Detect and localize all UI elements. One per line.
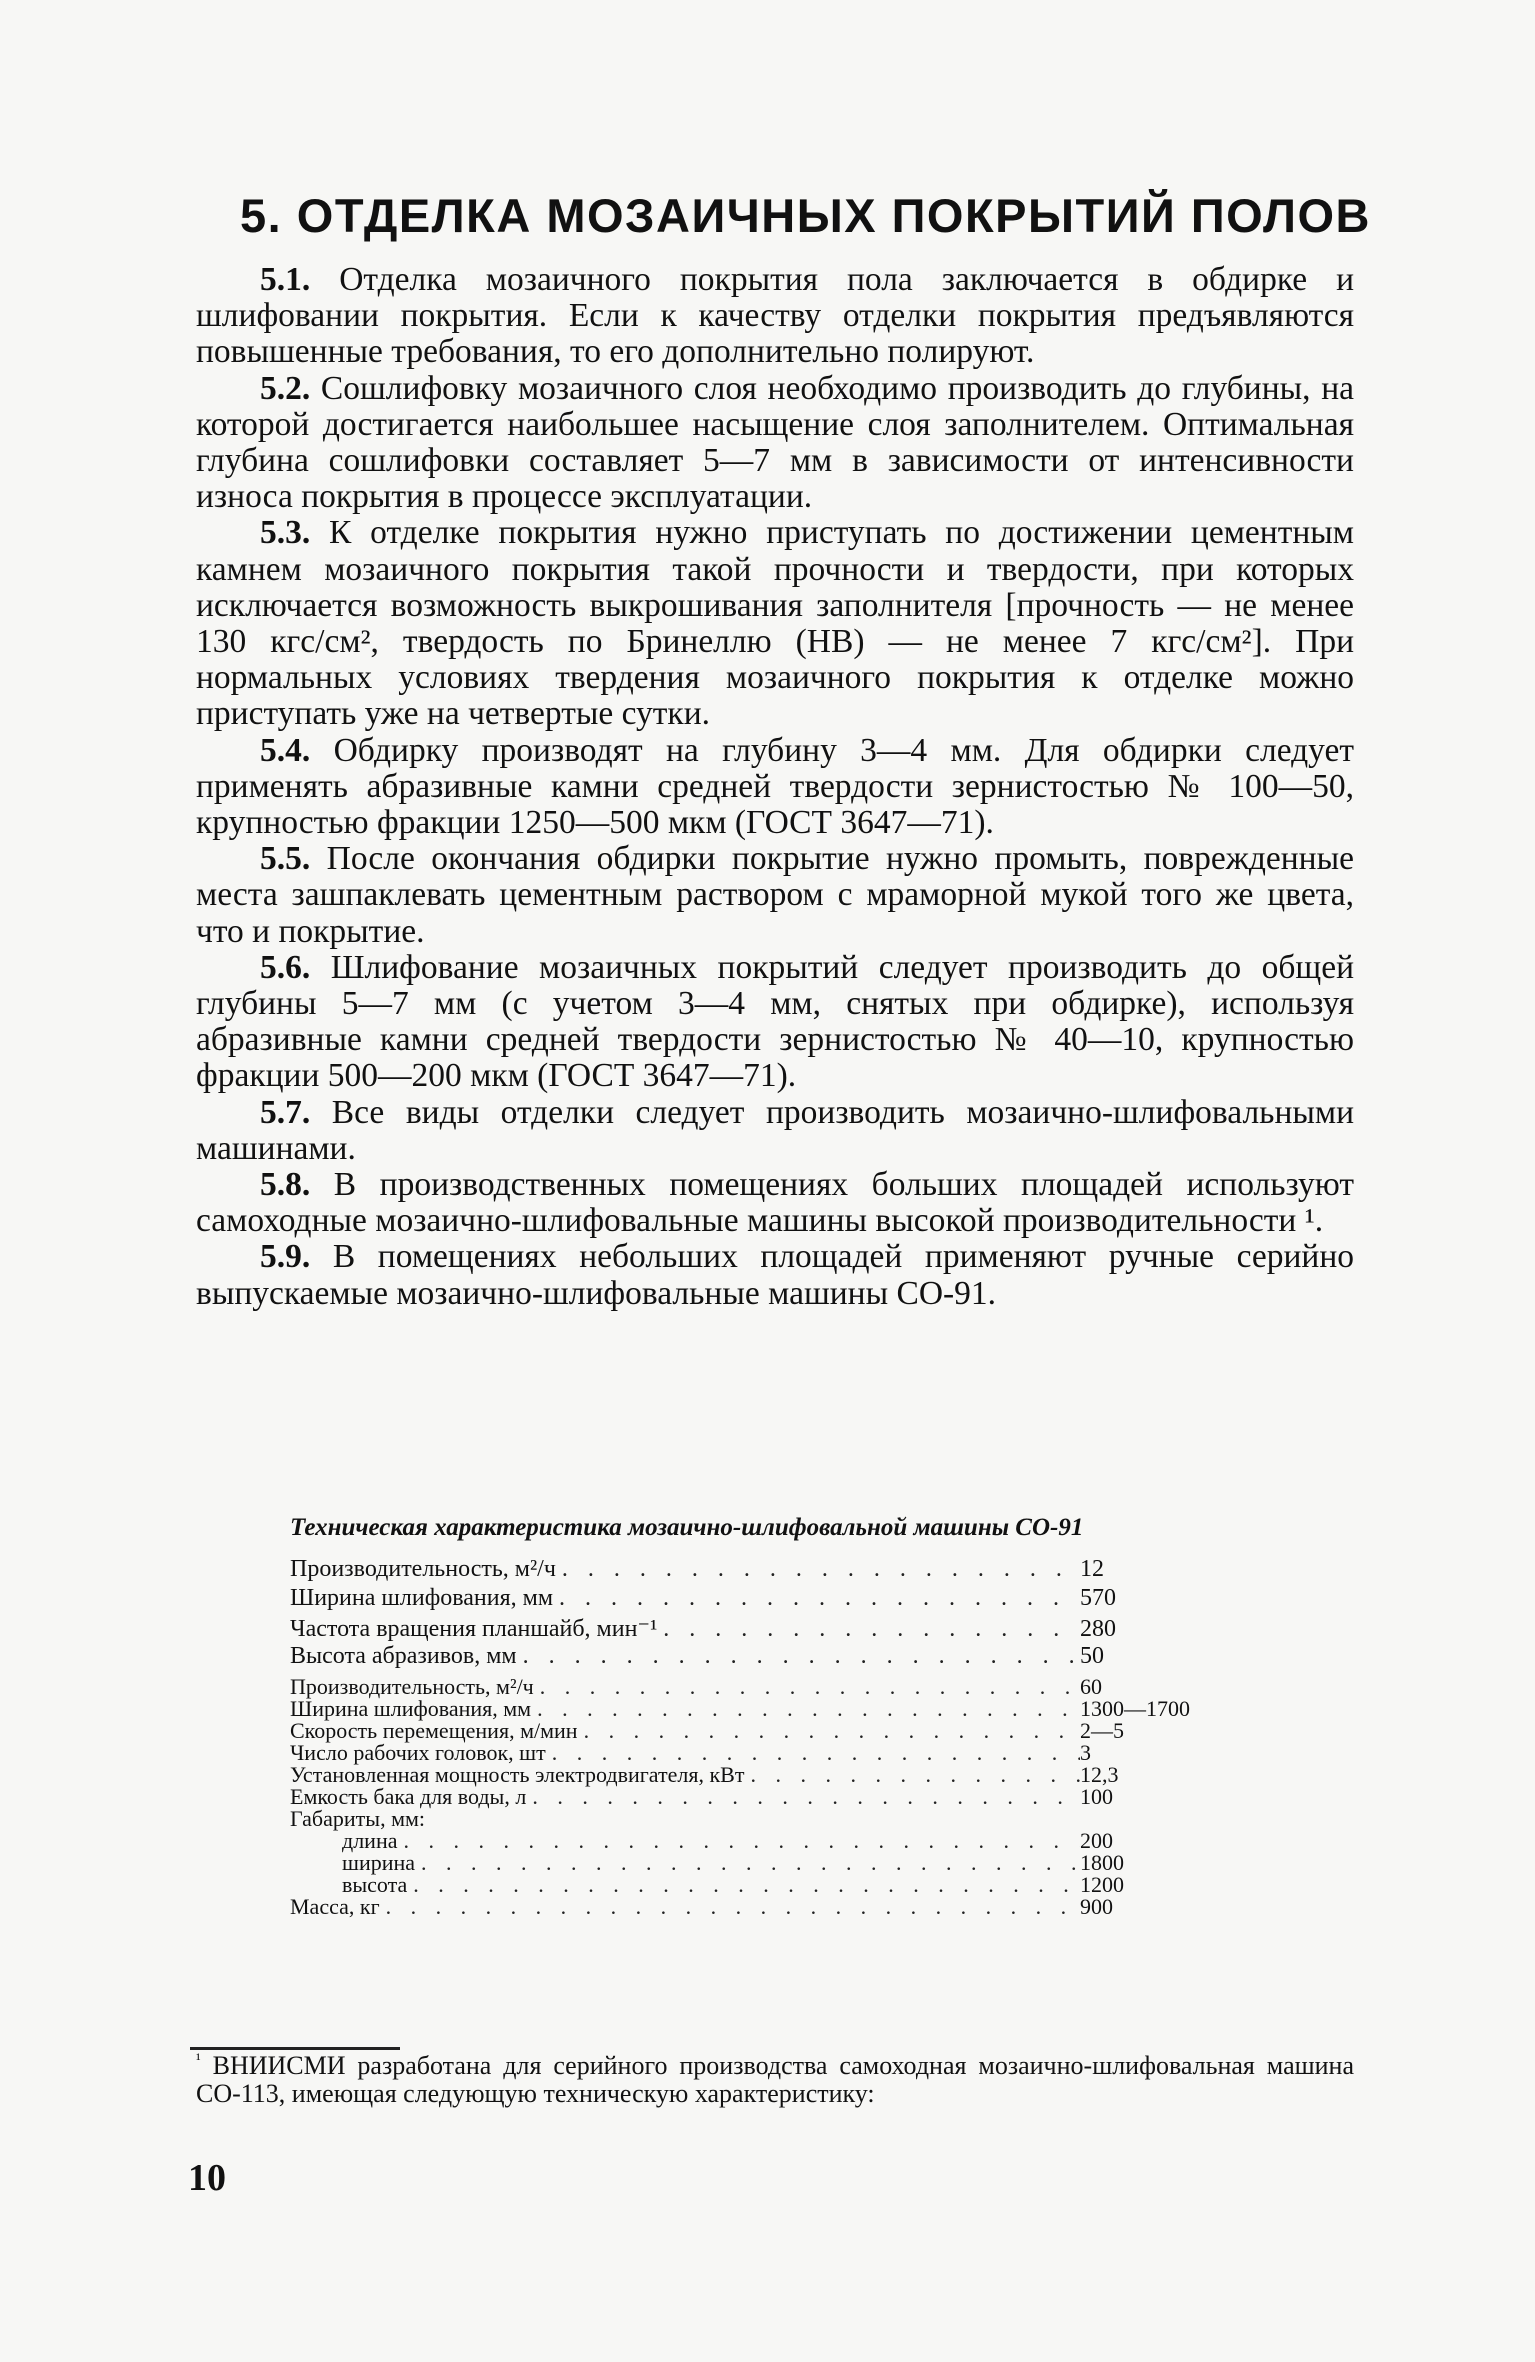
spec-label: Масса, кг: [290, 1894, 380, 1919]
spec-value: 1200: [1080, 1872, 1124, 1897]
paragraph-number: 5.2.: [260, 369, 311, 407]
paragraph-5-7: [196, 1095, 1354, 1167]
paragraph-text: После окончания обдирки покрытие нужно промыть, поврежденные места зашпаклевать цементным раствором с мраморной мукой того же цвета, что и покрытие.: [196, 840, 1354, 950]
paragraph-5-8: [196, 1167, 1354, 1239]
spec-value: 50: [1080, 1643, 1104, 1669]
spec-label: Производительность, м²/ч: [290, 1556, 556, 1582]
spec-row: [290, 1894, 1190, 1919]
spec-value: 900: [1080, 1894, 1113, 1919]
spec-value: 12,3: [1080, 1762, 1119, 1787]
footnote-divider: [190, 2047, 400, 2050]
spec-row: [290, 1718, 1190, 1743]
paragraph-5-6: [196, 950, 1354, 1095]
paragraph-5-2: [196, 371, 1354, 516]
paragraph-number: 5.1.: [260, 261, 311, 298]
spec-value: 1800: [1080, 1850, 1124, 1875]
leader-dots: [553, 1585, 1080, 1612]
spec-row: [290, 1872, 1190, 1897]
paragraph-number: 5.9.: [260, 1238, 311, 1276]
page-number: 10: [188, 2157, 226, 2199]
spec-value: 3: [1080, 1740, 1091, 1765]
section-title: 5. ОТДЕЛКА МОЗАИЧНЫХ ПОКРЫТИЙ ПОЛОВ: [240, 189, 1371, 242]
paragraph-text: Шлифование мозаичных покрытий следует производить до общей глубины 5—7 мм (с учетом 3—4 мм, снятых при обдирке), используя абразивные камни средней твердости зернистостью № 40—10, крупностью фракции 500—200 мкм (ГОСТ 3647—71).: [196, 948, 1354, 1095]
spec-label: Скорость перемещения, м/мин: [290, 1718, 578, 1743]
paragraph-text: Сошлифовку мозаичного слоя необходимо производить до глубины, на которой достигается наибольшее насыщение слоя заполнителем. Оптимальная глубина сошлифовки составляет 5—7 мм в зависимости от интенсивности износа покрытия в процессе эксплуатации.: [196, 369, 1354, 516]
footnote-text: ВНИИСМИ разработана для серийного производства самоходная мозаично-шлифовальная машина СО-113, имеющая следующую техническую характеристику:: [196, 2051, 1355, 2108]
paragraph-number: 5.8.: [260, 1166, 311, 1204]
spec-value: 60: [1080, 1674, 1102, 1699]
spec-label: ширина: [342, 1850, 416, 1875]
leader-dots: [556, 1556, 1080, 1583]
spec-label: Ширина шлифования, мм: [290, 1696, 532, 1721]
paragraph-number: 5.5.: [260, 840, 311, 878]
spec-block: [290, 1514, 1190, 1919]
spec-row: [290, 1850, 1190, 1875]
spec-label: Ширина шлифования, мм: [290, 1585, 554, 1611]
spec-label: Габариты, мм:: [290, 1806, 426, 1831]
footnote-marker: ¹: [196, 2051, 201, 2069]
paragraph-text: Отделка мозаичного покрытия пола заключается в обдирке и шлифовании покрытия. Если к качеству отделки покрытия предъявляются повышенные требования, то его дополнительно полируют.: [196, 261, 1355, 371]
spec-value: 280: [1080, 1616, 1116, 1642]
spec-label: высота: [342, 1872, 408, 1897]
spec-value: 2—5: [1080, 1718, 1124, 1743]
spec-row: [290, 1674, 1190, 1699]
spec-row: [290, 1762, 1190, 1787]
spec-label: Высота абразивов, мм: [290, 1643, 517, 1669]
spec-table-co91: [290, 1556, 1190, 1672]
paragraph-text: В производственных помещениях больших площадей используют самоходные мозаично-шлифовальные машины высокой производительности ¹.: [196, 1166, 1354, 1240]
paragraph-number: 5.7.: [260, 1093, 311, 1131]
spec-row: [290, 1696, 1190, 1721]
spec-label: Производительность, м²/ч: [290, 1674, 534, 1699]
spec-row: [290, 1740, 1190, 1765]
paragraph-text: В помещениях небольших площадей применяют ручные серийно выпускаемые мозаично-шлифовальные машины СО-91.: [196, 1238, 1355, 1312]
spec-label: Емкость бака для воды, л: [290, 1784, 527, 1809]
spec-row: [290, 1784, 1190, 1809]
paragraph-5-5: [196, 841, 1354, 950]
spec-value: 570: [1080, 1585, 1116, 1611]
paragraph-number: 5.6.: [260, 948, 311, 986]
leader-dots: [380, 1894, 1080, 1920]
paragraph-5-9: [196, 1239, 1354, 1311]
body-text: [196, 262, 1354, 1312]
paragraph-text: Все виды отделки следует производить мозаично-шлифовальными машинами.: [196, 1093, 1355, 1167]
spec-label: Число рабочих головок, шт: [290, 1740, 546, 1765]
spec-value: 100: [1080, 1784, 1113, 1809]
spec-value: 12: [1080, 1556, 1104, 1582]
spec-row: [290, 1828, 1190, 1853]
leader-dots: [517, 1643, 1080, 1670]
paragraph-number: 5.4.: [260, 731, 311, 769]
spec-label: Частота вращения планшайб, мин⁻¹: [290, 1616, 658, 1642]
paragraph-5-4: [196, 733, 1354, 842]
paragraph-text: К отделке покрытия нужно приступать по достижении цементным камнем мозаичного покрытия такой прочности и твердости, при которых исключается возможность выкрошивания заполнителя [прочность — не менее 130 кгс/см², твердость по Бринеллю (НВ) — не менее 7 кгс/см²]. При нормальных условиях твердения мозаичного покрытия к отделке можно приступать уже на четвертые сутки.: [196, 514, 1355, 733]
leader-dots: [657, 1616, 1080, 1643]
spec-table-co113: [290, 1674, 1190, 1919]
spec-row: [290, 1614, 1190, 1643]
spec-value: 1300—1700: [1080, 1696, 1190, 1721]
paragraph-5-3: [196, 515, 1354, 732]
footnote: [196, 2052, 1354, 2108]
paragraph-number: 5.3.: [260, 514, 311, 552]
paragraph-text: Обдирку производят на глубину 3—4 мм. Для обдирки следует применять абразивные камни средней твердости зернистостью № 100—50, крупностью фракции 1250—500 мкм (ГОСТ 3647—71).: [196, 731, 1355, 842]
spec-label: Установленная мощность электродвигателя, кВт: [290, 1762, 745, 1787]
spec-label: длина: [342, 1828, 398, 1853]
leader-dots: [526, 1784, 1080, 1810]
paragraph-5-1: [196, 262, 1354, 371]
spec-row: [290, 1556, 1190, 1585]
spec-row: [290, 1585, 1190, 1614]
spec-value: 200: [1080, 1828, 1113, 1853]
spec-row: [290, 1643, 1190, 1672]
spec-caption: Техническая характеристика мозаично-шлифовальной машины СО-91: [290, 1514, 1084, 1541]
